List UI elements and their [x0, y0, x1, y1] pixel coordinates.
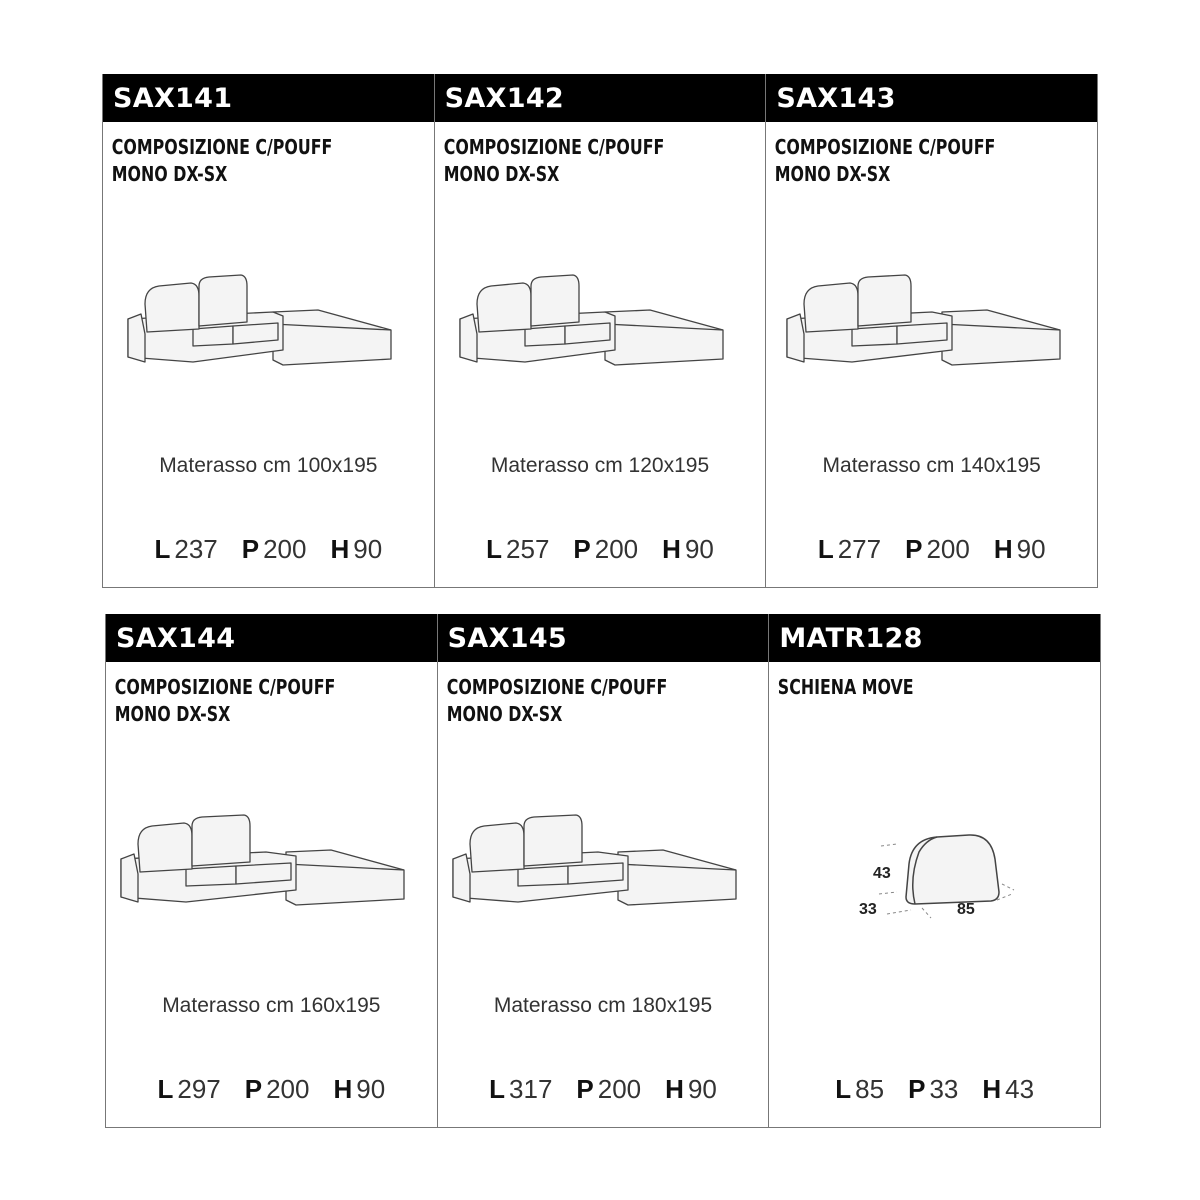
description-line-1: COMPOSIZIONE C/POUFF [446, 675, 668, 699]
description-line-2: MONO DX-SX [446, 702, 563, 726]
diagram-depth-label: 33 [859, 901, 878, 918]
mattress-size: Materasso cm 140x195 [822, 454, 1041, 477]
corner-sofa-icon [103, 274, 434, 404]
corner-sofa-icon [435, 274, 766, 404]
sofa-part [470, 823, 524, 872]
dimensions [106, 1074, 437, 1105]
sofa-part [186, 866, 236, 886]
product-code: SAX141 [103, 74, 434, 122]
product-code: SAX143 [766, 74, 1097, 122]
mattress-size: Materasso cm 120x195 [490, 454, 710, 477]
description-line-1: COMPOSIZIONE C/POUFF [775, 135, 996, 159]
product-code: SAX144 [106, 614, 437, 662]
sofa-part [942, 310, 1060, 365]
description-line-2: MONO DX-SX [775, 162, 891, 186]
diagram-length-label: 85 [957, 901, 976, 918]
product-card-sax143 [765, 74, 1098, 587]
sofa-drawing [448, 814, 758, 924]
dimension-height: H 90 [665, 1074, 717, 1104]
product-code: SAX142 [435, 74, 766, 122]
dimension-height: H 90 [333, 1074, 386, 1104]
dimensions [103, 534, 434, 565]
dimension-depth: P 200 [905, 534, 970, 564]
corner-sofa-icon [766, 274, 1097, 404]
dimensions [769, 1074, 1100, 1105]
dimensions [766, 534, 1097, 565]
description-line-1: COMPOSIZIONE C/POUFF [111, 135, 333, 159]
sofa-drawing [123, 274, 413, 384]
sofa-part [568, 863, 623, 884]
product-row-2 [105, 614, 1101, 1128]
sofa-part [852, 326, 897, 346]
dimensions [435, 534, 766, 565]
product-description [766, 122, 1057, 188]
dimension-depth: P 200 [241, 534, 307, 564]
sofa-part [128, 314, 145, 362]
dimension-length: L 277 [817, 534, 882, 564]
sofa-part [787, 314, 804, 362]
product-card-sax145 [437, 614, 769, 1127]
dimension-height: H 90 [662, 534, 714, 564]
dimension-depth: P 200 [573, 534, 639, 564]
product-card-matr128 [768, 614, 1101, 1127]
sofa-part [605, 310, 723, 365]
sofa-part [192, 815, 250, 866]
sofa-part [199, 275, 247, 326]
sofa-part [453, 854, 470, 902]
sofa-part [236, 863, 291, 884]
description-line-2: MONO DX-SX [111, 162, 228, 186]
dimension-length: L 297 [157, 1074, 221, 1104]
sofa-part [897, 323, 947, 344]
sofa-part [138, 823, 192, 872]
dimension-length: L 317 [489, 1074, 553, 1104]
sofa-part [286, 850, 404, 905]
sofa-part [233, 323, 278, 344]
sofa-part [531, 275, 579, 326]
description-line-1: COMPOSIZIONE C/POUFF [443, 135, 665, 159]
product-description [106, 662, 397, 728]
description-line-1: COMPOSIZIONE C/POUFF [114, 675, 336, 699]
dimension-length: L 257 [486, 534, 550, 564]
product-card-sax142 [434, 74, 766, 587]
product-description [769, 662, 1060, 701]
product-description [103, 122, 394, 188]
mattress-size: Materasso cm 160x195 [162, 994, 381, 1017]
mattress-size: Materasso cm 180x195 [493, 994, 713, 1017]
sofa-drawing [455, 274, 745, 384]
description-line-1: SCHIENA MOVE [778, 675, 914, 699]
dimension-depth: P 33 [908, 1074, 959, 1104]
product-code: SAX145 [438, 614, 769, 662]
corner-sofa-icon [106, 814, 437, 944]
sofa-part [804, 283, 858, 332]
sofa-part [618, 850, 736, 905]
product-description [435, 122, 726, 188]
sofa-part [565, 323, 610, 344]
dimension-depth: P 200 [576, 1074, 642, 1104]
product-card-sax141 [102, 74, 434, 587]
dimension-length: L 85 [835, 1074, 885, 1104]
sofa-drawing [782, 274, 1082, 384]
dimensions [438, 1074, 769, 1105]
sofa-part [121, 854, 138, 902]
dimension-height: H 90 [330, 534, 383, 564]
diagram-height-label: 43 [873, 865, 892, 882]
sofa-part [460, 314, 477, 362]
product-description [438, 662, 729, 728]
dimension-height: H 43 [982, 1074, 1035, 1104]
sofa-part [145, 283, 199, 332]
product-row-1 [102, 74, 1098, 588]
dimension-height: H 90 [993, 534, 1046, 564]
product-card-sax144 [105, 614, 437, 1127]
backrest-diagram [769, 824, 1097, 924]
sofa-part [524, 815, 582, 866]
sofa-part [273, 310, 391, 365]
sofa-drawing [116, 814, 426, 924]
sofa-part [858, 275, 911, 326]
corner-sofa-icon [438, 814, 769, 944]
backrest-cushion-icon [769, 824, 1100, 924]
product-code: MATR128 [769, 614, 1100, 662]
sofa-part [477, 283, 531, 332]
sofa-part [518, 866, 568, 886]
description-line-2: MONO DX-SX [443, 162, 560, 186]
description-line-2: MONO DX-SX [114, 702, 231, 726]
mattress-size: Materasso cm 100x195 [159, 454, 378, 477]
dimension-depth: P 200 [244, 1074, 310, 1104]
dimension-length: L 237 [154, 534, 218, 564]
